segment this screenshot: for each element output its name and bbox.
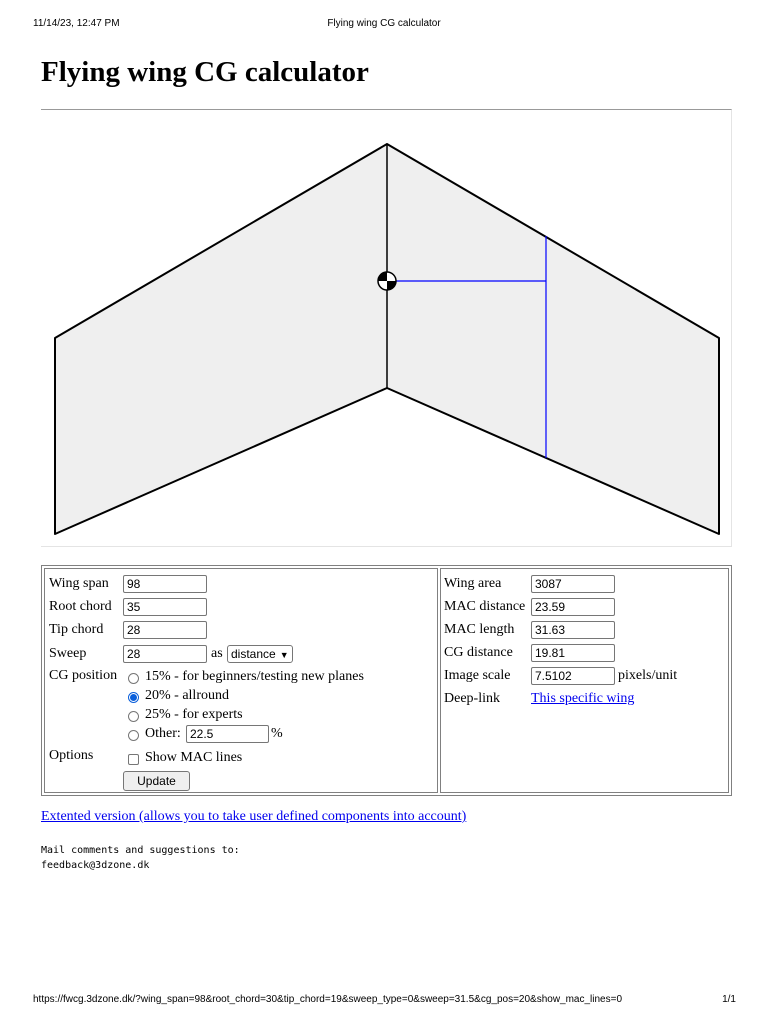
calculator-table (41, 565, 732, 796)
wing-area-output[interactable]: 3087 (531, 575, 615, 593)
wing-svg (41, 110, 731, 547)
print-page-title: Flying wing CG calculator (327, 18, 441, 29)
cg-radio-15[interactable] (128, 673, 139, 684)
image-scale-label: Image scale (444, 668, 511, 683)
root-chord-input[interactable]: 35 (123, 598, 207, 616)
show-mac-checkbox[interactable] (128, 754, 139, 765)
image-scale-output[interactable]: 7.5102 (531, 667, 615, 685)
print-url: https://fwcg.3dzone.dk/?wing_span=98&root_chord=30&tip_chord=19&sweep_type=0&sweep=31.5&cg_pos=20&show_mac_lines=0 (33, 994, 623, 1005)
input-panel (44, 568, 438, 793)
mac-distance-output[interactable]: 23.59 (531, 598, 615, 616)
sweep-type-select[interactable] (227, 645, 293, 663)
page-title: Flying wing CG calculator (41, 56, 369, 88)
cg-position-label: CG position (49, 668, 118, 683)
mac-length-label: MAC length (444, 622, 515, 637)
wing-span-input[interactable]: 98 (123, 575, 207, 593)
cg-other-input[interactable]: 22.5 (186, 725, 269, 743)
deep-link[interactable]: This specific wing (531, 691, 635, 706)
mac-distance-label: MAC distance (444, 599, 526, 614)
root-chord-label: Root chord (49, 599, 112, 614)
sweep-input[interactable]: 28 (123, 645, 207, 663)
sweep-as-text: as (211, 646, 223, 661)
image-scale-unit: pixels/unit (618, 668, 678, 683)
options-label: Options (49, 748, 94, 763)
extended-version-link[interactable]: Extented version (allows you to take user defined components into account) (41, 809, 467, 824)
cg-option-15-label: 15% - for beginners/testing new planes (145, 669, 364, 684)
tip-chord-input[interactable]: 28 (123, 621, 207, 639)
mac-length-output[interactable]: 31.63 (531, 621, 615, 639)
cg-marker-icon (378, 272, 396, 290)
cg-distance-label: CG distance (444, 645, 513, 660)
sweep-label: Sweep (49, 646, 87, 661)
cg-option-20-label: 20% - allround (145, 688, 229, 703)
cg-radio-25[interactable] (128, 711, 139, 722)
wing-drawing (41, 109, 732, 547)
feedback-email: feedback@3dzone.dk (41, 860, 150, 871)
update-button[interactable]: Update (123, 771, 190, 791)
print-header (0, 18, 768, 32)
print-page-number: 1/1 (722, 994, 736, 1005)
print-datetime: 11/14/23, 12:47 PM (33, 18, 120, 29)
show-mac-label: Show MAC lines (145, 750, 243, 765)
cg-radio-20[interactable] (128, 692, 139, 703)
chevron-down-icon: ▼ (279, 650, 289, 660)
wing-area-label: Wing area (444, 576, 502, 591)
results-panel (440, 568, 729, 793)
cg-option-25-label: 25% - for experts (145, 707, 243, 722)
percent-sign: % (271, 726, 283, 741)
tip-chord-label: Tip chord (49, 622, 104, 637)
wing-span-label: Wing span (49, 576, 109, 591)
mail-text: Mail comments and suggestions to: (41, 845, 240, 856)
sweep-type-value: distance (231, 647, 276, 661)
cg-option-other-label: Other: (145, 726, 181, 741)
cg-distance-output[interactable]: 19.81 (531, 644, 615, 662)
print-footer (0, 994, 768, 1008)
deep-link-label: Deep-link (444, 691, 500, 706)
cg-radio-other[interactable] (128, 730, 139, 741)
